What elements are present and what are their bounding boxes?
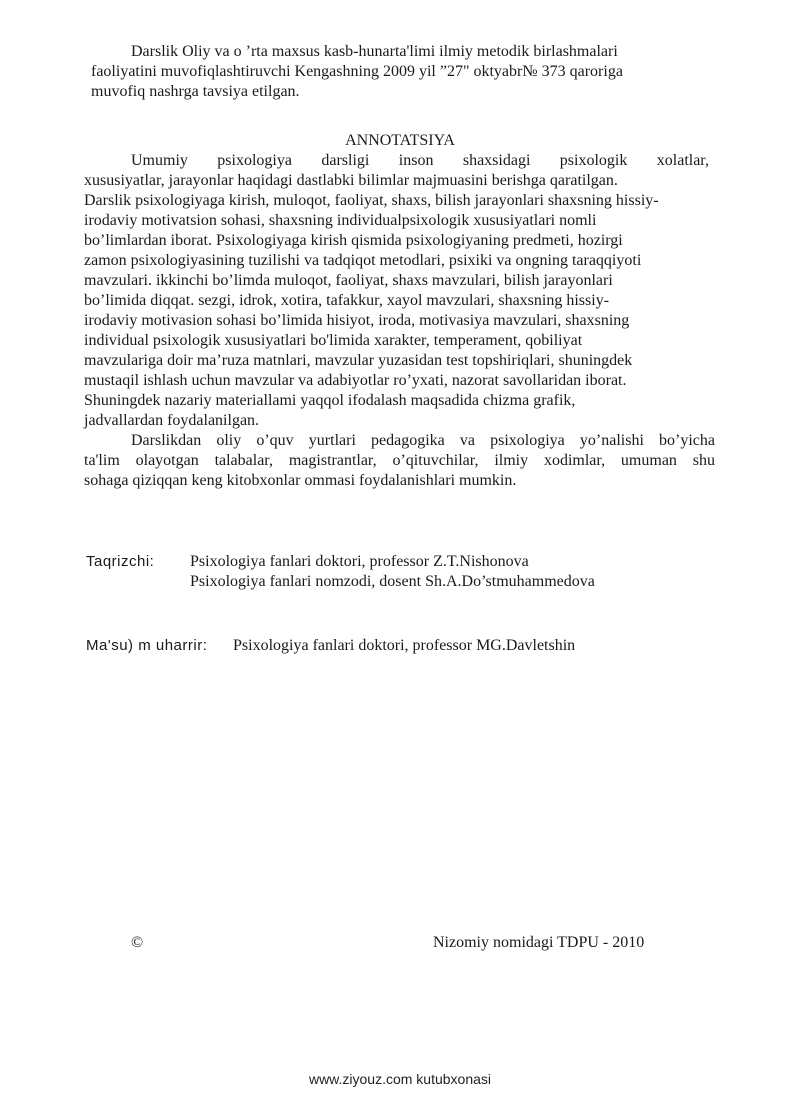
copyright-symbol: © bbox=[131, 934, 144, 951]
paragraph-line: Darslikdan oliy o’quv yurtlari pedagogika va psixologiya yo’nalishi bo’yicha bbox=[131, 432, 715, 449]
paragraph-line: zamon psixologiyasining tuzilishi va tadqiqot metodlari, psixiki va ongning taraqqiyoti bbox=[84, 252, 642, 269]
recommendation-line-2: faoliyatini muvofiqlashtiruvchi Kengashning 2009 yil ”27" oktyabr№ 373 qaroriga bbox=[91, 63, 623, 80]
reviewer-line-2: Psixologiya fanlari nomzodi, dosent Sh.A.Do’stmuhammedova bbox=[190, 573, 595, 590]
paragraph-line: mavzulariga doir ma’ruza matnlari, mavzular yuzasidan test topshiriqlari, shuningdek bbox=[84, 352, 633, 369]
paragraph-line: jadvallardan foydalanilgan. bbox=[84, 412, 260, 429]
recommendation-line-1: Darslik Oliy va o ’rta maxsus kasb-hunarta'limi ilmiy metodik birlashmalari bbox=[131, 43, 618, 60]
paragraph-line: bo’limlardan iborat. Psixologiyaga kirish qismida psixologiyaning predmeti, hozirgi bbox=[84, 232, 623, 249]
paragraph-line: mustaqil ishlash uchun mavzular va adabiyotlar ro’yxati, nazorat savollaridan iborat. bbox=[84, 372, 627, 389]
paragraph-line: mavzulari. ikkinchi bo’limda muloqot, faoliyat, shaxs mavzulari, bilish jarayonlari bbox=[84, 272, 613, 289]
recommendation-line-3: muvofiq nashrga tavsiya etilgan. bbox=[91, 83, 300, 100]
paragraph-line: sohaga qiziqqan keng kitobxonlar ommasi foydalanishlari mumkin. bbox=[84, 472, 517, 489]
paragraph-line: ta'lim olayotgan talabalar, magistrantlar, o’qituvchilar, ilmiy xodimlar, umuman shu bbox=[84, 452, 715, 469]
copyright-publisher: Nizomiy nomidagi TDPU - 2010 bbox=[433, 934, 645, 951]
annotation-title: ANNOTATSIYA bbox=[345, 132, 455, 149]
paragraph-line: bo’limida diqqat. sezgi, idrok, xotira, tafakkur, xayol mavzulari, shaxsning hissiy- bbox=[84, 292, 610, 309]
editor-text: Psixologiya fanlari doktori, professor MG.Davletshin bbox=[233, 637, 576, 654]
paragraph-line: xususiyatlar, jarayonlar haqidagi dastlabki bilimlar majmuasini berishga qaratilgan. bbox=[84, 172, 618, 189]
reviewers-label: Taqrizchi: bbox=[86, 553, 155, 570]
paragraph-line: irodaviy motivasion sohasi bo’limida hisiyot, iroda, motivasiya mavzulari, shaxsning bbox=[84, 312, 630, 329]
paragraph-line: Umumiy psixologiya darsligi inson shaxsidagi psixologik xolatlar, bbox=[131, 152, 709, 169]
editor-label: Ma'su) m uharrir: bbox=[86, 637, 208, 654]
footer-watermark: www.ziyouz.com kutubxonasi bbox=[308, 1071, 492, 1087]
paragraph-line: Darslik psixologiyaga kirish, muloqot, faoliyat, shaxs, bilish jarayonlari shaxsning hissiy- bbox=[84, 192, 659, 209]
paragraph-line: irodaviy motivatsion sohasi, shaxsning individualpsixologik xususiyatlari nomli bbox=[84, 212, 597, 229]
paragraph-line: Shuningdek nazariy materiallami yaqqol ifodalash maqsadida chizma grafik, bbox=[84, 392, 576, 409]
reviewer-line-1: Psixologiya fanlari doktori, professor Z.T.Nishonova bbox=[190, 553, 529, 570]
paragraph-line: individual psixologik xususiyatlari bo'limida xarakter, temperament, qobiliyat bbox=[84, 332, 583, 349]
